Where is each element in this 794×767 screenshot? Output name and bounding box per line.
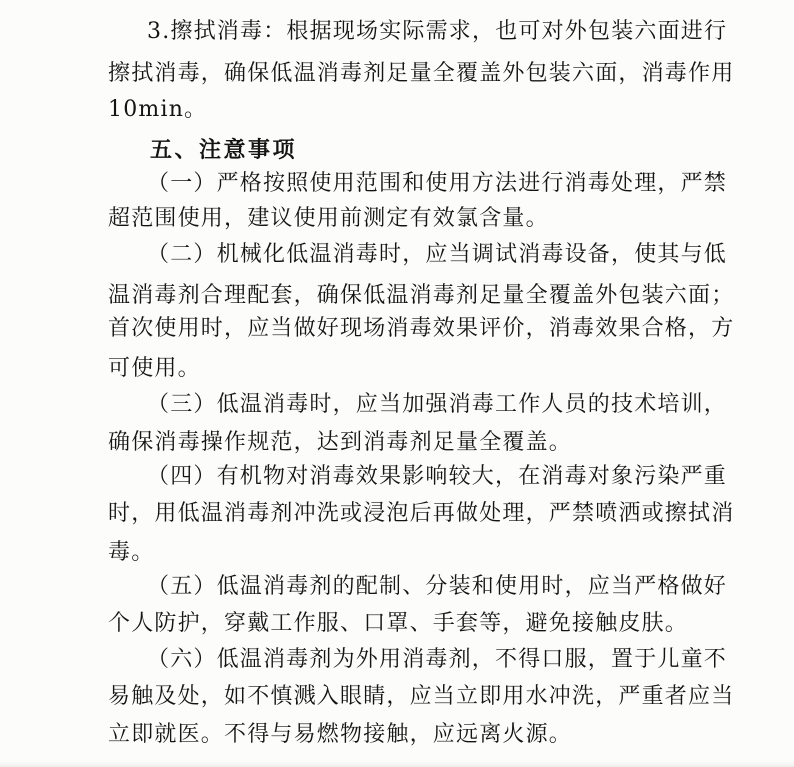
scan-edge-shade [0,761,794,767]
text-line-2: 擦拭消毒，确保低温消毒剂足量全覆盖外包装六面，消毒作用 [108,61,735,86]
section-heading: 五、注意事项 [150,137,298,163]
text-line-19: 易触及处，如不慎溅入眼睛，应当立即用水冲洗，严重者应当 [108,684,735,709]
text-line-1: 3.擦拭消毒：根据现场实际需求，也可对外包装六面进行 [147,19,728,44]
text-line-13: （四）有机物对消毒效果影响较大，在消毒对象污染严重 [147,464,728,489]
text-line-9: 首次使用时，应当做好现场消毒效果评价，消毒效果合格，方 [108,316,735,341]
text-line-14: 时，用低温消毒剂冲洗或浸泡后再做处理，严禁喷洒或擦拭消 [108,501,735,526]
text-line-10: 可使用。 [108,356,201,381]
text-line-16: （五）低温消毒剂的配制、分装和使用时，应当严格做好 [147,574,728,599]
text-line-3: 10min。 [108,97,208,122]
text-line-20: 立即就医。不得与易燃物接触，应远离火源。 [108,722,573,747]
text-line-8: 温消毒剂合理配套，确保低温消毒剂足量全覆盖外包装六面； [108,283,735,308]
text-line-7: （二）机械化低温消毒时，应当调试消毒设备，使其与低 [147,242,728,267]
text-line-6: 超范围使用，建议使用前测定有效氯含量。 [108,206,549,231]
text-line-5: （一）严格按照使用范围和使用方法进行消毒处理，严禁 [147,171,728,196]
text-line-15: 毒。 [108,540,155,565]
text-line-11: （三）低温消毒时，应当加强消毒工作人员的技术培训， [147,392,728,417]
text-line-12: 确保消毒操作规范，达到消毒剂足量全覆盖。 [108,430,573,455]
text-line-18: （六）低温消毒剂为外用消毒剂，不得口服，置于儿童不 [147,647,728,672]
text-line-17: 个人防护，穿戴工作服、口罩、手套等，避免接触皮肤。 [108,611,689,636]
